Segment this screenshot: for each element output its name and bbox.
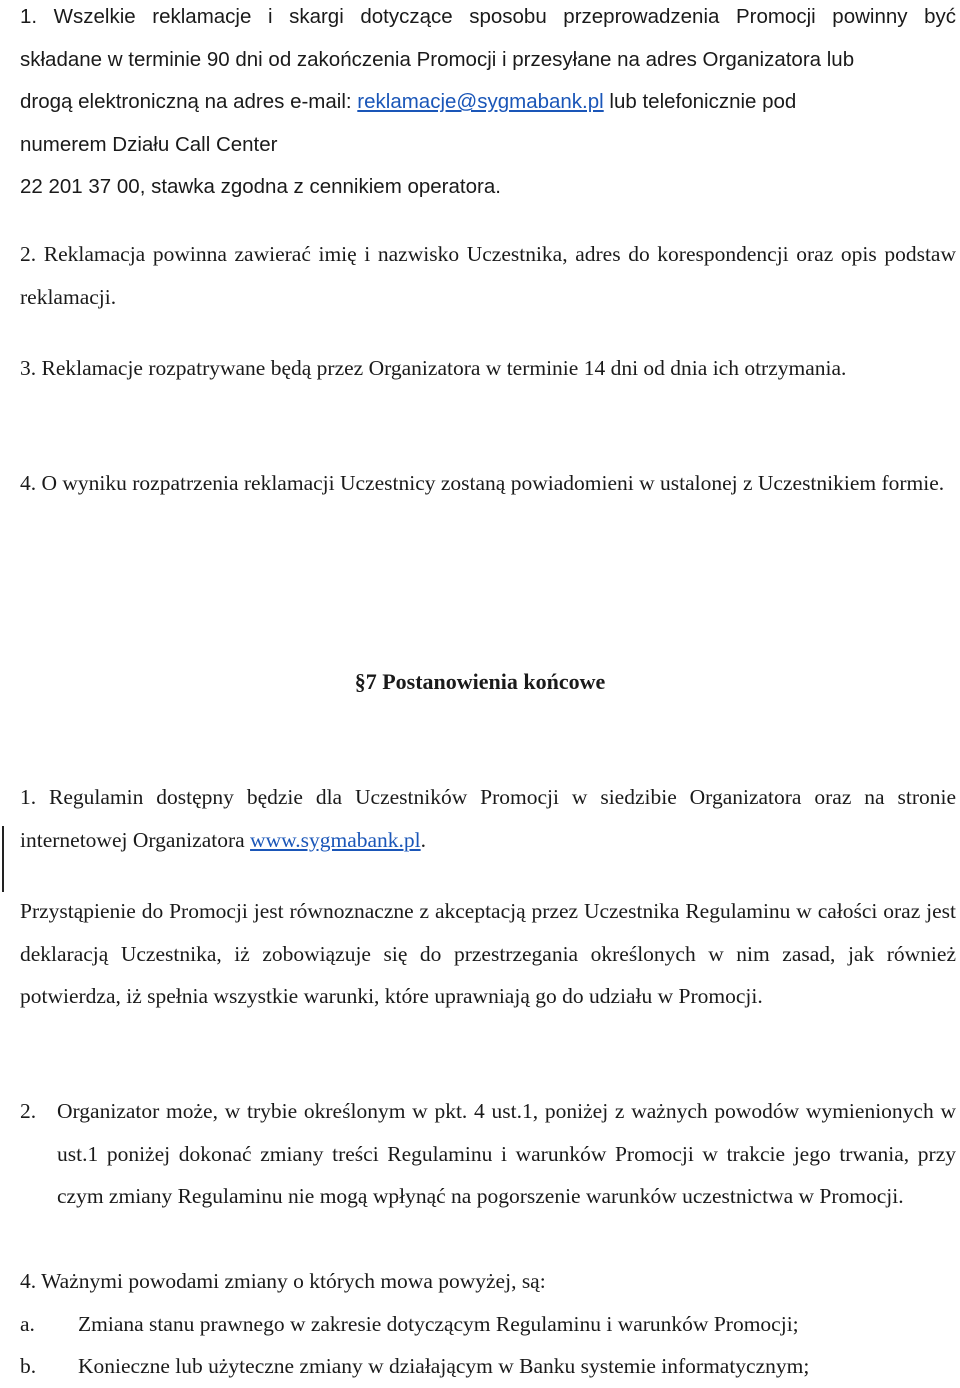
list-item-label: b. — [20, 1354, 37, 1378]
complaints-paragraph-1 — [20, 0, 956, 209]
paragraph-end: . — [420, 827, 427, 852]
list-item — [20, 1303, 956, 1346]
paragraph-line: 1. Wszelkie reklamacje i skargi dotyczące sposobu przeprowadzenia Promocji powinny być — [20, 5, 956, 28]
list-item-label: a. — [20, 1312, 35, 1336]
paragraph-text: Organizator może, w trybie określonym w pkt. 4 ust.1, poniżej z ważnych powodów wymienionych w ust.1 poniżej dokonać zmiany treści Regulaminu i warunków Promocji w trakcie jego trwania, przy czym zmiany Regulaminu nie mogą wpłynąć na pogorszenie warunków uczestnictwa w Promocji. — [57, 1099, 956, 1208]
complaints-paragraph-3: 3. Reklamacje rozpatrywane będą przez Organizatora w terminie 14 dni od dnia ich otrzymania. — [20, 356, 847, 380]
list-item-text: Zmiana stanu prawnego w zakresie dotyczącym Regulaminu i warunków Promocji; — [78, 1312, 799, 1336]
final-provisions-paragraph-2 — [20, 1090, 956, 1218]
list-item-text: Konieczne lub użyteczne zmiany w działającym w Banku systemie informatycznym; — [78, 1354, 810, 1378]
paragraph-line: numerem Działu Call Center — [20, 132, 278, 156]
revision-change-bar — [2, 826, 4, 892]
final-provisions-paragraph-4: 4. Ważnymi powodami zmiany o których mowa powyżej, są: — [20, 1269, 546, 1293]
email-intro: drogą elektroniczną na adres e-mail: — [20, 90, 358, 113]
complaints-paragraph-4: 4. O wyniku rozpatrzenia reklamacji Uczestnicy zostaną powiadomieni w ustalonej z Uczestnikiem formie. — [20, 471, 945, 495]
complaints-email-link[interactable]: reklamacje@sygmabank.pl — [357, 90, 604, 113]
participation-paragraph: Przystąpienie do Promocji jest równoznaczne z akceptacją przez Uczestnika Regulaminu w całości oraz jest deklaracją Uczestnika, iż zobowiązuje się do przestrzegania określonych w nim zasad, jak również potwierdza, iż spełnia wszystkie warunki, które uprawniają go do udziału w Promocji. — [20, 899, 956, 1008]
complaints-paragraph-2: 2. Reklamacja powinna zawierać imię i nazwisko Uczestnika, adres do korespondencji oraz opis podstaw reklamacji. — [20, 242, 956, 309]
final-provisions-paragraph-1 — [20, 776, 956, 861]
paragraph-number: 2. — [20, 1099, 37, 1123]
section-heading: §7 Postanowienia końcowe — [354, 669, 606, 694]
paragraph-text: 1. Regulamin dostępny będzie dla Uczestników Promocji w siedzibie Organizatora oraz na stronie internetowej Organizatora — [20, 785, 956, 852]
website-link[interactable]: www.sygmabank.pl — [250, 827, 421, 852]
paragraph-line: 22 201 37 00, stawka zgodna z cennikiem operatora. — [20, 175, 501, 198]
list-item — [20, 1345, 956, 1388]
paragraph-line — [20, 81, 956, 124]
paragraph-line: składane w terminie 90 dni od zakończenia Promocji i przesyłane na adres Organizatora lub — [20, 47, 855, 71]
email-outro: lub telefonicznie pod — [603, 90, 797, 113]
